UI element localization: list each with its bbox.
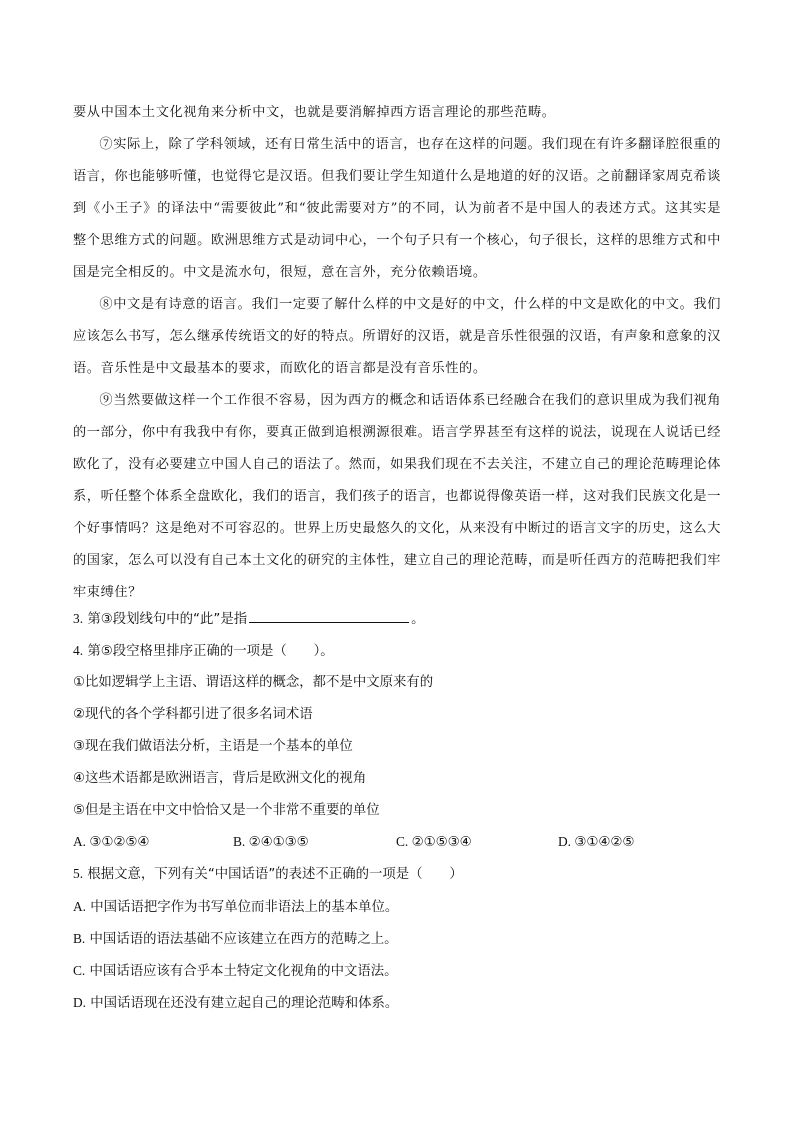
question-5-option-a[interactable]	[73, 897, 721, 918]
question-4-option-c[interactable]	[396, 832, 472, 852]
option-text: ②①⑤③④	[411, 834, 472, 849]
question-4-option-a[interactable]	[73, 832, 149, 852]
question-5-text: 根据文意，下列有关“中国话语”的表述不正确的一项是（ ）	[87, 867, 463, 882]
question-5-number: 5.	[73, 866, 84, 881]
option-letter: D.	[73, 995, 87, 1010]
option-letter: B.	[233, 834, 246, 849]
option-text: ③①④②⑤	[574, 834, 635, 849]
question-4-item: ②现代的各个学科都引进了很多名词术语	[73, 707, 313, 722]
question-5-stem	[73, 864, 721, 885]
option-text: 中国话语把字作为书写单位而非语法上的基本单位。	[90, 900, 399, 915]
option-text: ②④①③⑤	[248, 834, 309, 849]
passage-paragraph-7: ⑦实际上，除了学科领域，还有日常生活中的语言，也存在这样的问题。我们现在有许多翻译腔很重的语言，你也能够听懂，也觉得它是汉语。但我们要让学生知道什么是地道的好的汉语。之前翻译家周克希谈到《小王子》的译法中“需要彼此”和“彼此需要对方”的不同，认为前者不是中国人的表述方式。这其实是整个思维方式的问题。欧洲思维方式是动词中心，一个句子只有一个核心，句子很长，这样的思维方式和中国是完全相反的。中文是流水句，很短，意在言外，充分依赖语境。	[73, 137, 722, 280]
question-4-item: ④这些术语都是欧洲语言，背后是欧洲文化的视角	[73, 771, 367, 786]
option-letter: B.	[73, 931, 86, 946]
option-letter: C.	[73, 963, 86, 978]
option-text: 中国话语现在还没有建立起自己的理论范畴和体系。	[90, 996, 399, 1011]
passage-paragraph-continuation: 要从中国本土文化视角来分析中文，也就是要消解掉西方语言理论的那些范畴。	[73, 105, 556, 120]
question-4-option-d[interactable]	[558, 832, 634, 852]
passage-paragraph-9: ⑨当然要做这样一个工作很不容易，因为西方的概念和话语体系已经融合在我们的意识里成为我们视角的一部分，你中有我我中有你，要真正做到追根溯源很难。语言学界甚至有这样的说法，说现在人说话已经欧化了，没有必要建立中国人自己的语法了。然而，如果我们现在不去关注，不建立自己的理论范畴理论体系，听任整个体系全盘欧化，我们的语言，我们孩子的语言，也都说得像英语一样，这对我们民族文化是一个好事情吗？这是绝对不可容忍的。世界上历史最悠久的文化，从来没有中断过的语言文字的历史，这么大的国家，怎么可以没有自己本土文化的研究的主体性，建立自己的理论范畴，而是听任西方的范畴把我们牢牢束缚住？	[73, 393, 722, 600]
option-letter: C.	[396, 834, 409, 849]
question-4-number: 4.	[73, 643, 84, 658]
question-4-stem	[73, 641, 721, 662]
option-letter: D.	[558, 834, 572, 849]
question-4-item: ①比如逻辑学上主语、谓语这样的概念，都不是中文原来有的	[73, 675, 434, 690]
question-4-item: ⑤但是主语在中文中恰恰又是一个非常不重要的单位	[73, 803, 380, 818]
question-4-option-b[interactable]	[233, 832, 309, 852]
option-letter: A.	[73, 899, 87, 914]
question-3	[73, 608, 721, 630]
question-5-option-c[interactable]	[73, 961, 721, 982]
question-4-text: 第⑤段空格里排序正确的一项是（ ）。	[87, 644, 334, 659]
question-3-number: 3.	[73, 611, 84, 626]
option-text: 中国话语应该有合乎本土特定文化视角的中文语法。	[89, 964, 398, 979]
question-5-option-d[interactable]	[73, 993, 721, 1014]
option-letter: A.	[73, 834, 87, 849]
question-3-end: 。	[411, 612, 425, 627]
question-4-item: ③现在我们做语法分析，主语是一个基本的单位	[73, 739, 353, 754]
question-3-text: 第③段划线句中的“此”是指	[87, 612, 248, 627]
answer-blank[interactable]	[249, 608, 409, 623]
question-5-option-b[interactable]	[73, 929, 721, 950]
option-text: ③①②⑤④	[89, 834, 150, 849]
option-text: 中国话语的语法基础不应该建立在西方的范畴之上。	[89, 932, 398, 947]
passage-paragraph-8: ⑧中文是有诗意的语言。我们一定要了解什么样的中文是好的中文，什么样的中文是欧化的中文。我们应该怎么书写，怎么继承传统语文的好的特点。所谓好的汉语，就是音乐性很强的汉语，有声象和意象的汉语。音乐性是中文最基本的要求，而欧化的语言都是没有音乐性的。	[73, 297, 722, 376]
